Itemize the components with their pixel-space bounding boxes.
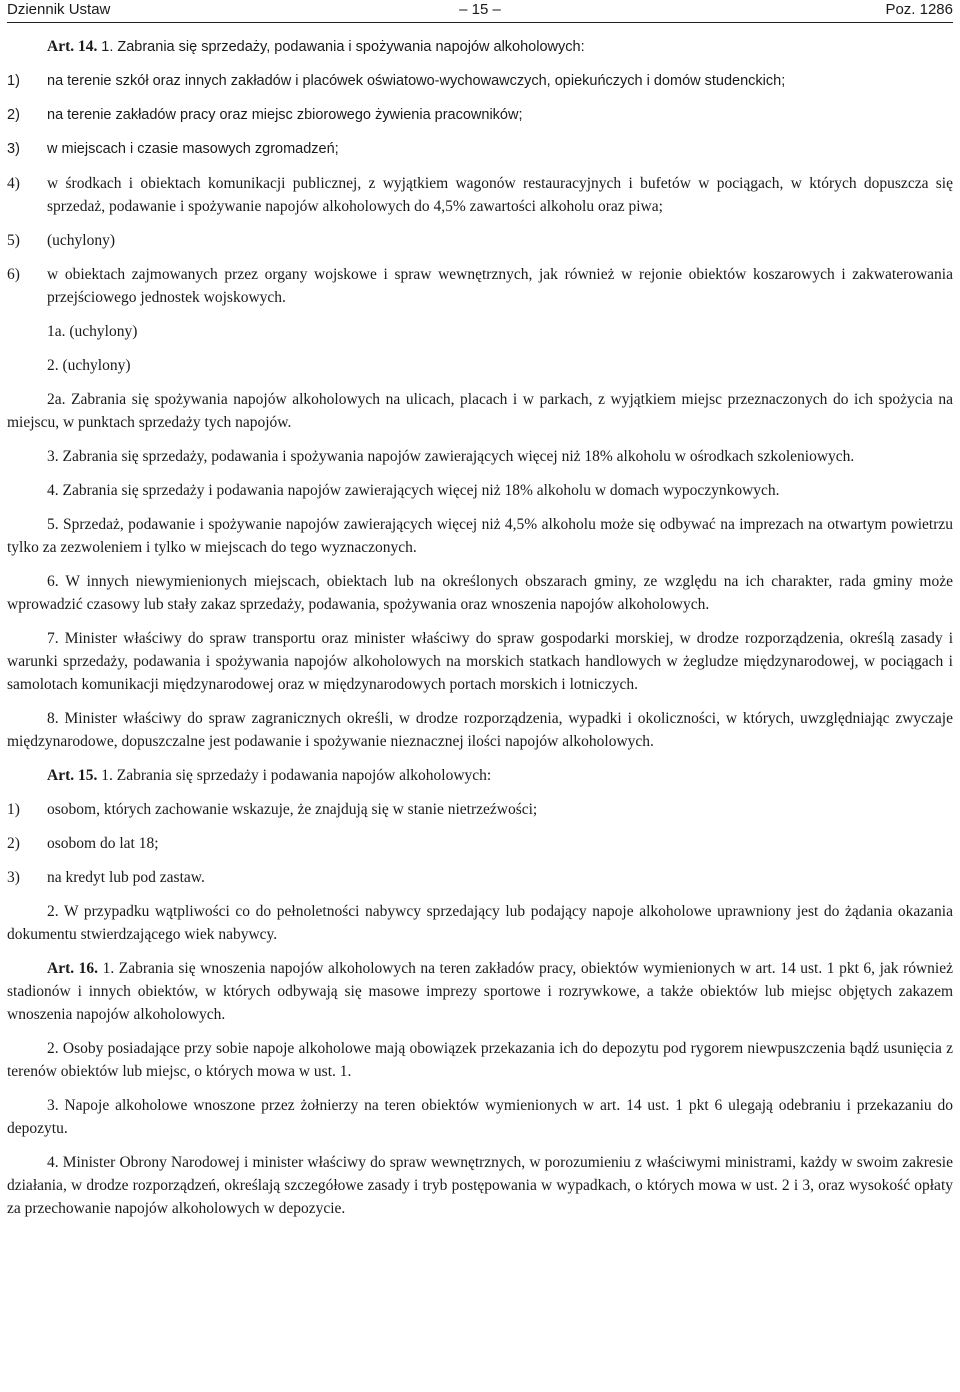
page-header xyxy=(7,0,953,23)
art14-paragraph-2a: 2a. Zabrania się spożywania napojów alkoholowych na ulicach, placach i w parkach, z wyjątkiem miejsc przeznaczonych do ich spożycia na miejscu, w punktach sprzedaży tych napojów. xyxy=(7,391,953,431)
list-item: 3) w miejscach i czasie masowych zgromadzeń; xyxy=(7,141,339,157)
position-number: Poz. 1286 xyxy=(885,1,953,18)
art14-paragraph-7: 7. Minister właściwy do spraw transportu oraz minister właściwy do spraw gospodarki morskiej, w drodze rozporządzenia, określą zasady i warunki sprzedaży, podawania i spożywania napojów alkoholowych na morskich statkach handlowych w żegludze międzynarodowej, w pociągach i samolotach komunikacji międzynarodowej oraz w międzynarodowych portach morskich i lotniczych. xyxy=(7,630,953,693)
list-item: 5) (uchylony) xyxy=(7,232,116,249)
art14-paragraph-3: 3. Zabrania się sprzedaży, podawania i spożywania napojów zawierających więcej niż 18% alkoholu w ośrodkach szkoleniowych. xyxy=(47,448,855,465)
art14-paragraph-2: 2. (uchylony) xyxy=(47,357,131,374)
art14-paragraph-6: 6. W innych niewymienionych miejscach, obiektach lub na określonych obszarach gminy, ze względu na ich charakter, rada gminy może wprowadzić czasowy lub stały zakaz sprzedaży, podawania, spożywania oraz wnoszenia napojów alkoholowych. xyxy=(7,573,953,613)
art14-paragraph-1a: 1a. (uchylony) xyxy=(47,323,138,340)
article-label: Art. 14. xyxy=(47,38,98,55)
list-item: 1) na terenie szkół oraz innych zakładów i placówek oświatowo-wychowawczych, opiekuńczych i domów studenckich; xyxy=(7,73,786,89)
art14-paragraph-4: 4. Zabrania się sprzedaży i podawania napojów zawierających więcej niż 18% alkoholu w domach wypoczynkowych. xyxy=(47,482,780,499)
art16-paragraph-4: 4. Minister Obrony Narodowej i minister właściwy do spraw wewnętrznych, w porozumieniu z właściwymi ministrami, każdy w swoim zakresie działania, w drodze rozporządzeń, określają szczegółowe zasady i tryb postępowania w wypadkach, o których mowa w ust. 2 i 3, oraz wysokość opłaty za przechowanie napojów alkoholowych w depozycie. xyxy=(7,1154,953,1217)
art14-paragraph-8: 8. Minister właściwy do spraw zagranicznych określi, w drodze rozporządzenia, wypadki i okoliczności, w których, uwzględniając zwyczaje międzynarodowe, dopuszczalne jest podawanie i spożywanie nieznacznej ilości napojów alkoholowych. xyxy=(7,710,953,750)
page-number: – 15 – xyxy=(459,1,501,18)
article-label: Art. 15. xyxy=(47,767,98,784)
art14-paragraph-5: 5. Sprzedaż, podawanie i spożywanie napojów zawierających więcej niż 4,5% alkoholu może się odbywać na imprezach na otwartym powietrzu tylko za zezwoleniem i tylko w miejscach do tego wyznaczonych. xyxy=(7,516,953,556)
list-item: 6) w obiektach zajmowanych przez organy wojskowe i spraw wewnętrznych, jak również w rejonie obiektów koszarowych i zakwaterowania przejściowego jednostek wojskowych. xyxy=(7,266,953,306)
article-label: Art. 16. xyxy=(47,960,99,977)
list-item: 1) osobom, których zachowanie wskazuje, że znajdują się w stanie nietrzeźwości; xyxy=(7,801,538,818)
list-item: 2) na terenie zakładów pracy oraz miejsc zbiorowego żywienia pracowników; xyxy=(7,107,523,123)
document-page xyxy=(7,0,953,1231)
art14-intro: Art. 14. 1. Zabrania się sprzedaży, podawania i spożywania napojów alkoholowych: xyxy=(47,38,585,55)
list-item: 4) w środkach i obiektach komunikacji publicznej, z wyjątkiem wagonów restauracyjnych i bufetów w pociągach, w których dopuszcza się sprzedaż, podawanie i spożywanie napojów alkoholowych do 4,5% zawartości alkoholu oraz piwa; xyxy=(7,175,953,215)
art16-paragraph-3: 3. Napoje alkoholowe wnoszone przez żołnierzy na teren obiektów wymienionych w art. 14 ust. 1 pkt 6 ulegają odebraniu i przekazaniu do depozytu. xyxy=(7,1097,953,1137)
list-item: 2) osobom do lat 18; xyxy=(7,835,159,852)
art15-intro: Art. 15. 1. Zabrania się sprzedaży i podawania napojów alkoholowych: xyxy=(47,767,492,784)
art16-paragraph-1: Art. 16. 1. Zabrania się wnoszenia napojów alkoholowych na teren zakładów pracy, obiektów wymienionych w art. 14 ust. 1 pkt 6, jak również stadionów i innych obiektów, w których odbywają się masowe imprezy sportowe i rozrywkowe, a także obiektów lub miejsc objętych zakazem wnoszenia napojów alkoholowych. xyxy=(7,960,953,1023)
document-body xyxy=(7,35,953,1220)
journal-title: Dziennik Ustaw xyxy=(7,1,111,18)
art15-paragraph-2: 2. W przypadku wątpliwości co do pełnoletności nabywcy sprzedający lub podający napoje alkoholowe uprawniony jest do żądania okazania dokumentu stwierdzającego wiek nabywcy. xyxy=(7,903,953,943)
art16-paragraph-2: 2. Osoby posiadające przy sobie napoje alkoholowe mają obowiązek przekazania ich do depozytu pod rygorem niewpuszczenia bądź usunięcia z terenów obiektów lub miejsc, o których mowa w ust. 1. xyxy=(7,1040,953,1080)
list-item: 3) na kredyt lub pod zastaw. xyxy=(7,869,205,886)
